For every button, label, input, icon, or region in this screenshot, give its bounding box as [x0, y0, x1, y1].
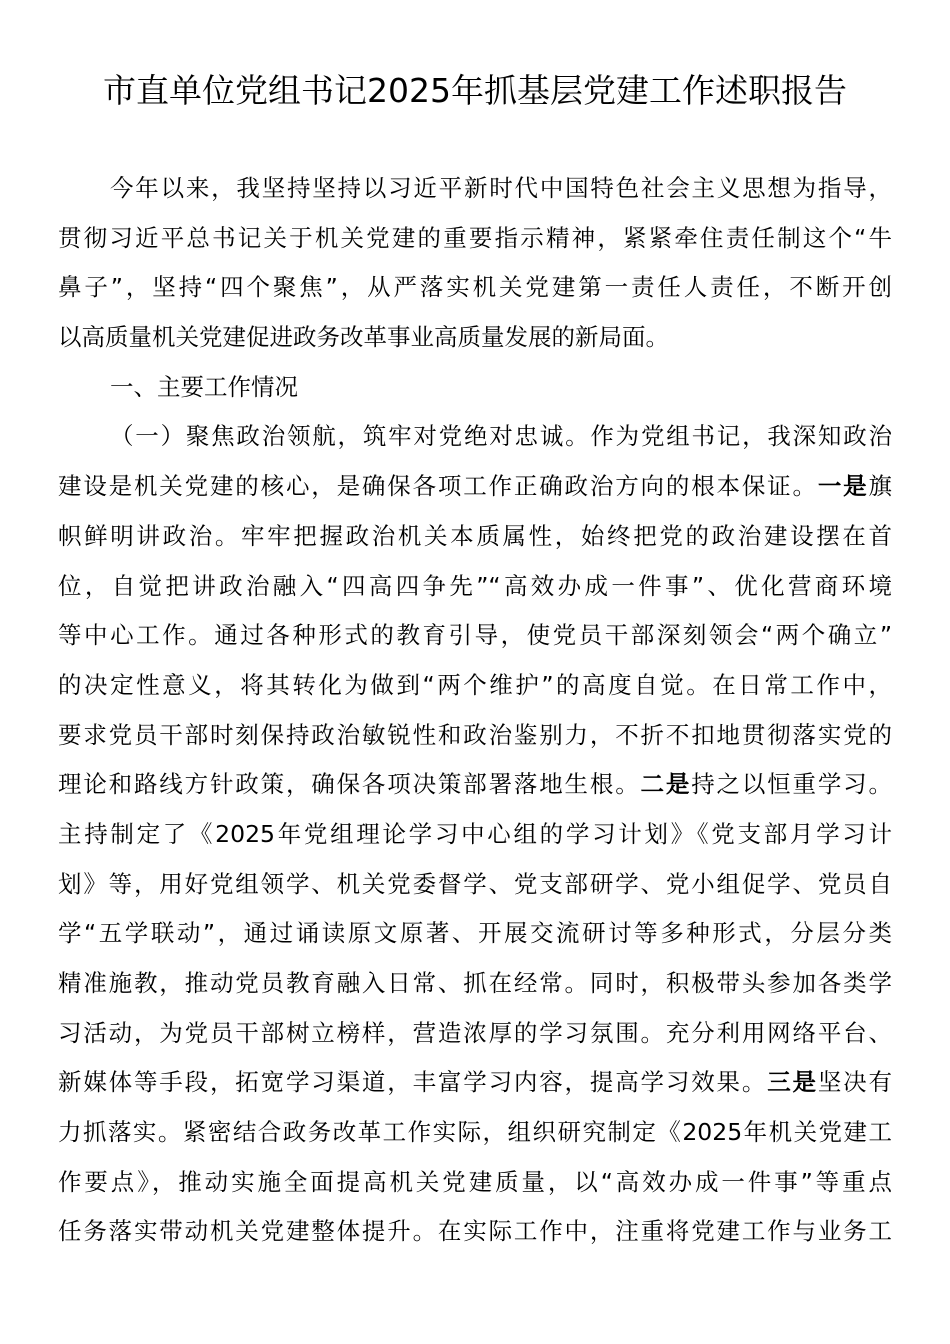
document-title: 市直单位党组书记2025年抓基层党建工作述职报告	[103, 71, 847, 110]
text-line	[58, 363, 892, 413]
text-line	[58, 909, 892, 959]
text-line	[58, 1108, 892, 1158]
bold-emphasis: 二是	[640, 770, 692, 799]
bold-emphasis: 一是	[817, 472, 869, 501]
text-segment: 位，自觉把讲政治融入“四高四争先”“高效办成一件事”、优化营商环境	[58, 571, 892, 600]
text-line	[58, 412, 892, 462]
text-segment: 新媒体等手段，拓宽学习渠道，丰富学习内容，提高学习效果。	[58, 1068, 768, 1097]
text-line	[58, 959, 892, 1009]
text-line	[58, 1207, 892, 1257]
text-line	[58, 1058, 892, 1108]
text-line	[58, 661, 892, 711]
text-segment: 等中心工作。通过各种形式的教育引导，使党员干部深刻领会“两个确立”	[58, 621, 892, 650]
text-line	[58, 860, 892, 910]
text-line	[58, 214, 892, 264]
text-line	[58, 313, 892, 363]
text-segment: 持之以恒重学习。	[691, 770, 892, 799]
text-segment: 主持制定了《2025年党组理论学习中心组的学习计划》《党支部月学习计	[58, 819, 892, 848]
text-line	[58, 1158, 892, 1208]
text-segment: 一、主要工作情况	[110, 372, 298, 401]
text-segment: 要求党员干部时刻保持政治敏锐性和政治鉴别力，不折不扣地贯彻落实党的	[58, 720, 892, 749]
text-segment: 习活动，为党员干部树立榜样，营造浓厚的学习氛围。充分利用网络平台、	[58, 1018, 892, 1047]
text-segment: 划》等，用好党组领学、机关党委督学、党支部研学、党小组促学、党员自	[58, 869, 892, 898]
text-segment: 的决定性意义，将其转化为做到“两个维护”的高度自觉。在日常工作中，	[58, 670, 892, 699]
text-segment: 建设是机关党建的核心，是确保各项工作正确政治方向的根本保证。	[58, 472, 818, 501]
text-segment: 帜鲜明讲政治。牢牢把握政治机关本质属性，始终把党的政治建设摆在首	[58, 521, 892, 550]
document-body	[58, 164, 892, 1257]
text-segment: 贯彻习近平总书记关于机关党建的重要指示精神，紧紧牵住责任制这个“牛	[58, 223, 892, 252]
text-line	[58, 562, 892, 612]
bold-emphasis: 三是	[767, 1068, 818, 1097]
text-segment: 坚决有	[817, 1068, 892, 1097]
text-line	[58, 263, 892, 313]
text-line	[58, 164, 892, 214]
text-segment: 精准施教，推动党员教育融入日常、抓在经常。同时，积极带头参加各类学	[58, 969, 892, 997]
text-segment: 以高质量机关党建促进政务改革事业高质量发展的新局面。	[58, 323, 669, 352]
text-segment: （一）聚焦政治领航，筑牢对党绝对忠诚。作为党组书记，我深知政治	[110, 422, 892, 451]
text-segment: 鼻子”，坚持“四个聚焦”，从严落实机关党建第一责任人责任，不断开创	[58, 273, 892, 302]
text-segment: 作要点》，推动实施全面提高机关党建质量，以“高效办成一件事”等重点	[58, 1167, 892, 1196]
text-segment: 今年以来，我坚持坚持以习近平新时代中国特色社会主义思想为指导，	[110, 174, 892, 202]
text-segment: 力抓落实。紧密结合政务改革工作实际，组织研究制定《2025年机关党建工	[58, 1118, 892, 1147]
text-line	[58, 462, 892, 512]
text-line	[58, 512, 892, 562]
text-segment: 学“五学联动”，通过诵读原文原著、开展交流研讨等多种形式，分层分类	[58, 919, 892, 948]
text-segment: 旗	[868, 472, 892, 501]
text-line	[58, 711, 892, 761]
text-line	[58, 760, 892, 810]
text-line	[58, 611, 892, 661]
text-line	[58, 1009, 892, 1059]
text-segment: 理论和路线方针政策，确保各项决策部署落地生根。	[58, 770, 641, 799]
text-segment: 任务落实带动机关党建整体提升。在实际工作中，注重将党建工作与业务工	[58, 1217, 892, 1246]
text-line	[58, 810, 892, 860]
